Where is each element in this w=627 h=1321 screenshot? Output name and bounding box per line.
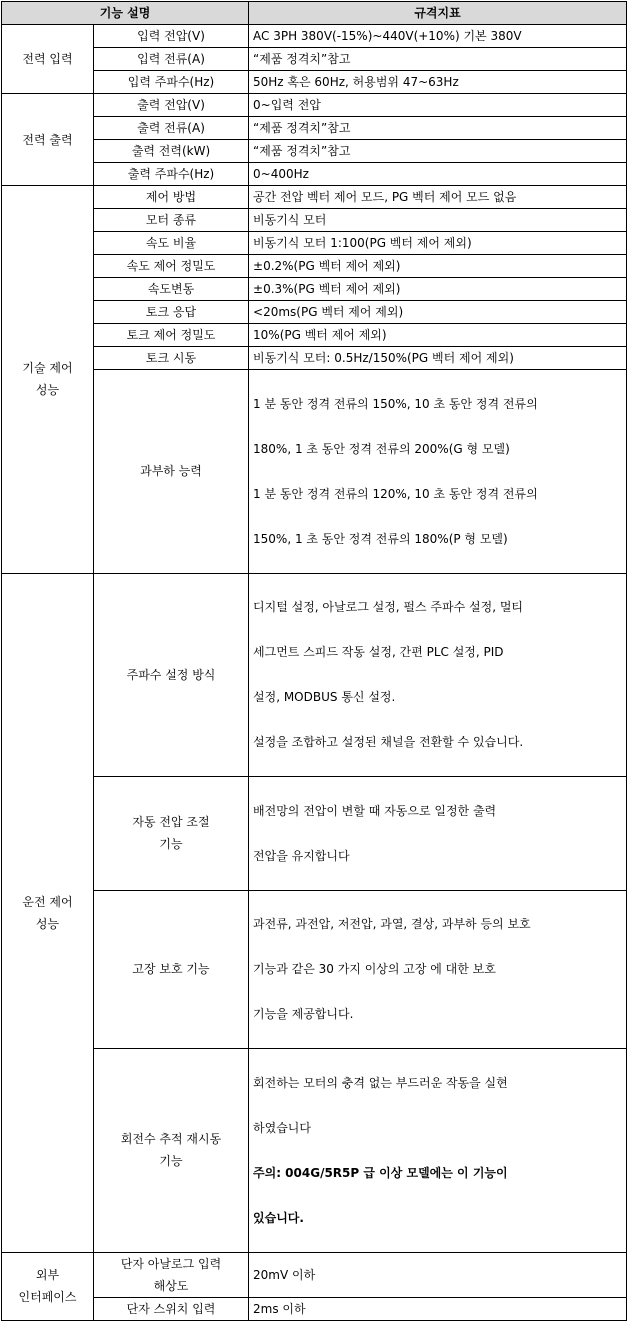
value-line: 전압을 유지합니다	[253, 848, 350, 863]
feature-cell: 제어 방법	[94, 186, 249, 209]
category-line: 기술 제어	[22, 361, 73, 376]
feature-cell: 토크 응답	[94, 301, 249, 324]
feature-cell: 출력 주파수(Hz)	[94, 163, 249, 186]
table-row	[2, 71, 627, 94]
table-row	[2, 370, 627, 574]
value-cell: 0~400Hz	[249, 163, 627, 186]
header-feature: 기능 설명	[2, 2, 249, 25]
value-cell	[249, 573, 627, 777]
header-spec: 규격지표	[249, 2, 627, 25]
category-line: 운전 제어	[22, 894, 73, 909]
value-line: 하였습니다	[253, 1120, 311, 1135]
category-line: 성능	[35, 916, 60, 931]
value-line: 설정을 조합하고 설정된 채널을 전환할 수 있습니다.	[253, 735, 524, 749]
feature-line: 기능	[159, 1154, 183, 1169]
table-row	[2, 1252, 627, 1297]
feature-cell: 단자 스위치 입력	[94, 1297, 249, 1320]
value-line: 세그먼트 스피드 작동 설정, 간편 PLC 설정, PID	[253, 645, 504, 659]
value-cell: 비동기식 모터 1:100(PG 벡터 제어 제외)	[249, 232, 627, 255]
value-cell: 50Hz 혹은 60Hz, 허용범위 47~63Hz	[249, 71, 627, 94]
table-row	[2, 573, 627, 777]
feature-cell: 토크 시동	[94, 347, 249, 370]
spec-table	[1, 1, 627, 1321]
table-row	[2, 777, 627, 891]
value-cell: ±0.2%(PG 벡터 제어 제외)	[249, 255, 627, 278]
value-line: 150%, 1 초 동안 정격 전류의 180%(P 형 모델)	[253, 531, 508, 546]
table-row	[2, 186, 627, 209]
feature-line: 기능	[159, 837, 183, 852]
value-cell: 20mV 이하	[249, 1252, 627, 1297]
table-row	[2, 890, 627, 1049]
feature-cell: 고장 보호 기능	[94, 890, 249, 1049]
value-cell: 0~입력 전압	[249, 94, 627, 117]
category-power-input: 전력 입력	[2, 25, 94, 94]
table-row	[2, 278, 627, 301]
value-cell: 비동기식 모터	[249, 209, 627, 232]
value-line: 180%, 1 초 동안 정격 전류의 200%(G 형 모델)	[253, 441, 510, 456]
table-row	[2, 163, 627, 186]
category-line: 성능	[35, 383, 60, 398]
feature-cell: 입력 전압(V)	[94, 25, 249, 48]
feature-line: 단자 아날로그 입력	[120, 1256, 222, 1271]
table-row	[2, 48, 627, 71]
table-header-row	[2, 2, 627, 25]
value-cell: ±0.3%(PG 벡터 제어 제외)	[249, 278, 627, 301]
value-line: 기능을 제공합니다.	[253, 1007, 354, 1021]
table-row	[2, 117, 627, 140]
value-line: 과전류, 과전압, 저전압, 과열, 결상, 과부하 등의 보호	[253, 917, 531, 931]
feature-cell: 출력 전력(kW)	[94, 140, 249, 163]
feature-cell: 과부하 능력	[94, 370, 249, 574]
table-row	[2, 347, 627, 370]
value-cell	[249, 890, 627, 1049]
value-line: 회전하는 모터의 충격 없는 부드러운 작동을 실현	[253, 1075, 508, 1090]
feature-cell: 출력 전류(A)	[94, 117, 249, 140]
value-cell: <20ms(PG 벡터 제어 제외)	[249, 301, 627, 324]
feature-cell: 입력 주파수(Hz)	[94, 71, 249, 94]
value-cell	[249, 777, 627, 891]
table-row	[2, 1297, 627, 1320]
table-row	[2, 94, 627, 117]
value-cell: “제품 정격치”참고	[249, 48, 627, 71]
value-cell: “제품 정격치”참고	[249, 140, 627, 163]
table-row	[2, 301, 627, 324]
value-cell	[249, 370, 627, 574]
value-cell: AC 3PH 380V(-15%)~440V(+10%) 기본 380V	[249, 25, 627, 48]
table-row	[2, 255, 627, 278]
feature-cell: 토크 제어 정밀도	[94, 324, 249, 347]
category-operation	[2, 573, 94, 1252]
category-external	[2, 1252, 94, 1320]
value-cell: 2ms 이하	[249, 1297, 627, 1320]
value-cell: 비동기식 모터: 0.5Hz/150%(PG 벡터 제어 제외)	[249, 347, 627, 370]
feature-line: 회전수 추적 재시동	[120, 1132, 222, 1147]
feature-cell: 속도변동	[94, 278, 249, 301]
value-cell: “제품 정격치”참고	[249, 117, 627, 140]
note-line: 있습니다.	[253, 1210, 304, 1225]
value-line: 1 분 동안 정격 전류의 120%, 10 초 동안 정격 전류의	[253, 486, 538, 501]
value-line: 기능과 같은 30 가지 이상의 고장 에 대한 보호	[253, 962, 496, 976]
note-line: 주의: 004G/5R5P 급 이상 모델에는 이 기능이	[253, 1165, 508, 1180]
value-line: 배전망의 전압이 변할 때 자동으로 일정한 출력	[253, 803, 497, 818]
feature-cell: 속도 비율	[94, 232, 249, 255]
value-line: 디지털 설정, 아날로그 설정, 펄스 주파수 설정, 멀티	[253, 600, 524, 614]
feature-line: 자동 전압 조절	[132, 815, 210, 830]
category-tech-control	[2, 186, 94, 574]
feature-cell: 입력 전류(A)	[94, 48, 249, 71]
table-row	[2, 324, 627, 347]
feature-cell: 모터 종류	[94, 209, 249, 232]
feature-cell: 출력 전압(V)	[94, 94, 249, 117]
value-cell	[249, 1049, 627, 1253]
table-row	[2, 232, 627, 255]
value-line: 설정, MODBUS 통신 설정.	[253, 690, 396, 704]
table-row	[2, 1049, 627, 1253]
feature-cell: 주파수 설정 방식	[94, 573, 249, 777]
feature-line: 해상도	[153, 1278, 189, 1293]
table-row	[2, 209, 627, 232]
feature-cell	[94, 777, 249, 891]
feature-cell	[94, 1252, 249, 1297]
value-line: 1 분 동안 정격 전류의 150%, 10 초 동안 정격 전류의	[253, 396, 538, 411]
category-power-output: 전력 출력	[2, 94, 94, 186]
table-row	[2, 25, 627, 48]
feature-cell	[94, 1049, 249, 1253]
value-cell: 공간 전압 벡터 제어 모드, PG 벡터 제어 모드 없음	[249, 186, 627, 209]
value-cell: 10%(PG 벡터 제어 제외)	[249, 324, 627, 347]
category-line: 인터페이스	[18, 1290, 77, 1304]
category-line: 외부	[35, 1268, 60, 1282]
table-row	[2, 140, 627, 163]
feature-cell: 속도 제어 정밀도	[94, 255, 249, 278]
